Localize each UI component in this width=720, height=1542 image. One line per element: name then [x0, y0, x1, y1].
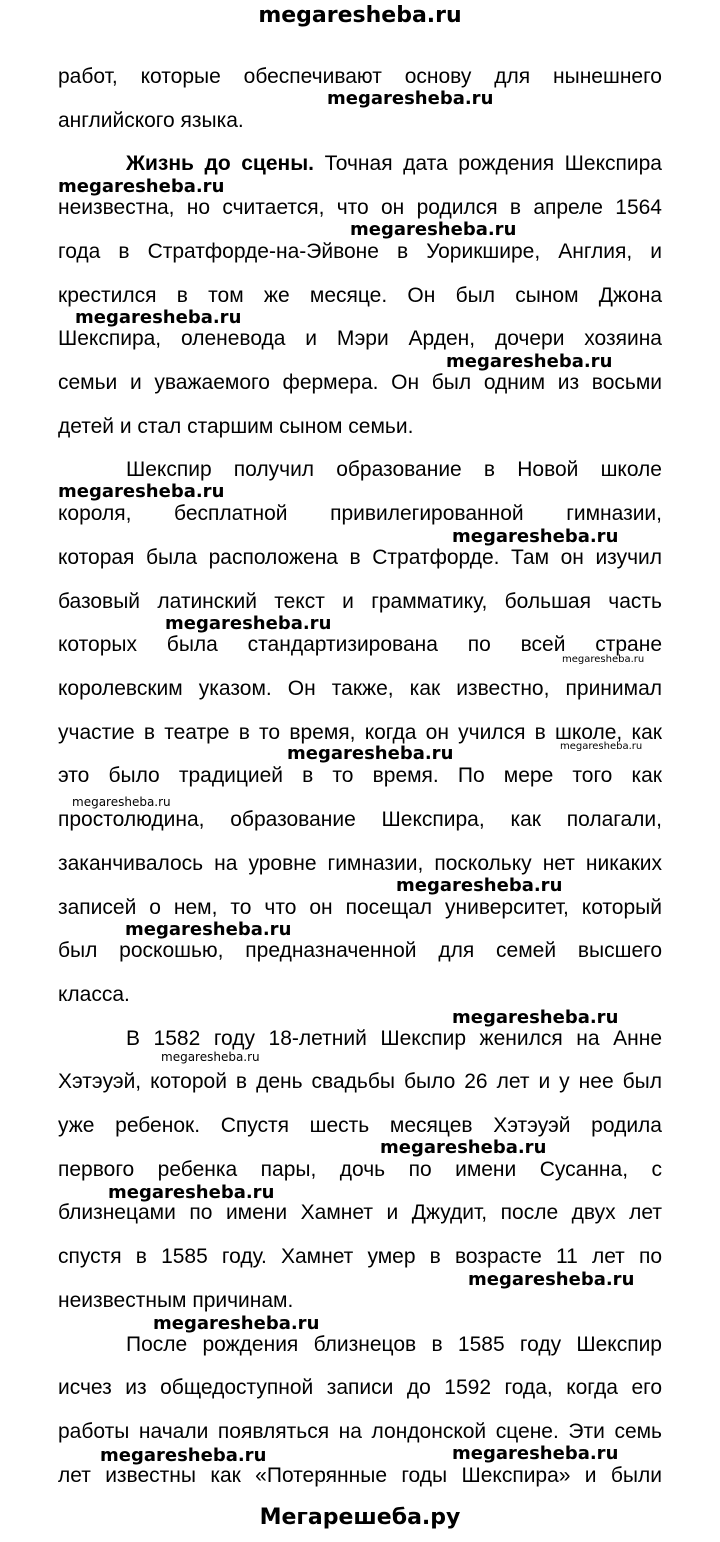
text-line: английского языка. [58, 109, 244, 132]
text-line: работы начали появляться на лондонской сцене. Эти семь [58, 1420, 662, 1443]
text-line: семьи и уважаемого фермера. Он был одним из восьми [58, 371, 662, 394]
text-line: королевским указом. Он также, как известно, принимал [58, 677, 662, 700]
site-footer: Мегарешеба.ру [259, 1505, 461, 1530]
text-line: Хэтэуэй, которой в день свадьбы было 26 лет и у нее был [58, 1070, 662, 1093]
watermark: megaresheba.ru [452, 1443, 619, 1464]
watermark: megaresheba.ru [161, 1050, 260, 1064]
text-line: которая была расположена в Стратфорде. Там он изучил [58, 546, 662, 569]
watermark: megaresheba.ru [100, 1445, 267, 1466]
watermark: megaresheba.ru [58, 481, 225, 502]
text-line: первого ребенка пары, дочь по имени Сусанна, с [58, 1158, 662, 1181]
section-heading: Жизнь до сцены. [126, 152, 314, 175]
watermark: megaresheba.ru [58, 176, 225, 197]
watermark: megaresheba.ru [350, 219, 517, 240]
text-line: После рождения близнецов в 1585 году Шекспир [126, 1333, 662, 1356]
text-line: В 1582 году 18-летний Шекспир женился на Анне [126, 1027, 662, 1050]
text-line: записей о нем, то что он посещал университет, который [58, 896, 662, 919]
text-line: класса. [58, 983, 130, 1006]
watermark: megaresheba.ru [452, 1007, 619, 1028]
text-line: лет известны как «Потерянные годы Шекспира» и были [58, 1464, 662, 1487]
text-line: был роскошью, предназначенной для семей высшего [58, 939, 662, 962]
text-line: короля, бесплатной привилегированной гимназии, [58, 502, 662, 525]
text-line: крестился в том же месяце. Он был сыном Джона [58, 284, 662, 307]
text-line: близнецами по имени Хамнет и Джудит, после двух лет [58, 1201, 662, 1224]
watermark: megaresheba.ru [75, 307, 242, 328]
text-line: неизвестным причинам. [58, 1289, 294, 1312]
text-line: простолюдина, образование Шекспира, как полагали, [58, 808, 662, 831]
text-line: года в Стратфорде-на-Эйвоне в Уорикшире, Англия, и [58, 240, 662, 263]
text-line: спустя в 1585 году. Хамнет умер в возрасте 11 лет по [58, 1245, 662, 1268]
text-line: Шекспир получил образование в Новой школе [126, 458, 662, 481]
text-line: которых была стандартизирована по всей стране [58, 633, 662, 656]
site-header: megaresheba.ru [258, 3, 462, 28]
watermark: megaresheba.ru [72, 795, 171, 809]
watermark: megaresheba.ru [125, 919, 292, 940]
text-line: участие в театре в то время, когда он учился в школе, как [58, 721, 662, 744]
text-line: базовый латинский текст и грамматику, большая часть [58, 590, 662, 613]
watermark: megaresheba.ru [396, 875, 563, 896]
watermark: megaresheba.ru [468, 1269, 635, 1290]
text-line: уже ребенок. Спустя шесть месяцев Хэтэуэй родила [58, 1114, 662, 1137]
watermark: megaresheba.ru [287, 743, 454, 764]
watermark: megaresheba.ru [380, 1137, 547, 1158]
watermark: megaresheba.ru [165, 613, 332, 634]
watermark: megaresheba.ru [153, 1313, 320, 1334]
text-line: это было традицией в то время. По мере того как [58, 764, 662, 787]
watermark: megaresheba.ru [108, 1182, 275, 1203]
watermark: megaresheba.ru [327, 88, 494, 109]
text-line: заканчивалось на уровне гимназии, поскольку нет никаких [58, 852, 662, 875]
section-paragraph-start [126, 150, 662, 178]
text-line: неизвестна, но считается, что он родился в апреле 1564 [58, 196, 662, 219]
watermark: megaresheba.ru [446, 351, 613, 372]
text-line: исчез из общедоступной записи до 1592 года, когда его [58, 1376, 662, 1399]
text-line: Шекспира, оленевода и Мэри Арден, дочери хозяина [58, 327, 662, 350]
text-line: Точная дата рождения Шекспира [324, 152, 662, 175]
watermark: megaresheba.ru [560, 741, 643, 752]
watermark: megaresheba.ru [562, 654, 645, 665]
text-line: работ, которые обеспечивают основу для нынешнего [58, 65, 662, 88]
watermark: megaresheba.ru [452, 526, 619, 547]
text-line: детей и стал старшим сыном семьи. [58, 415, 414, 438]
